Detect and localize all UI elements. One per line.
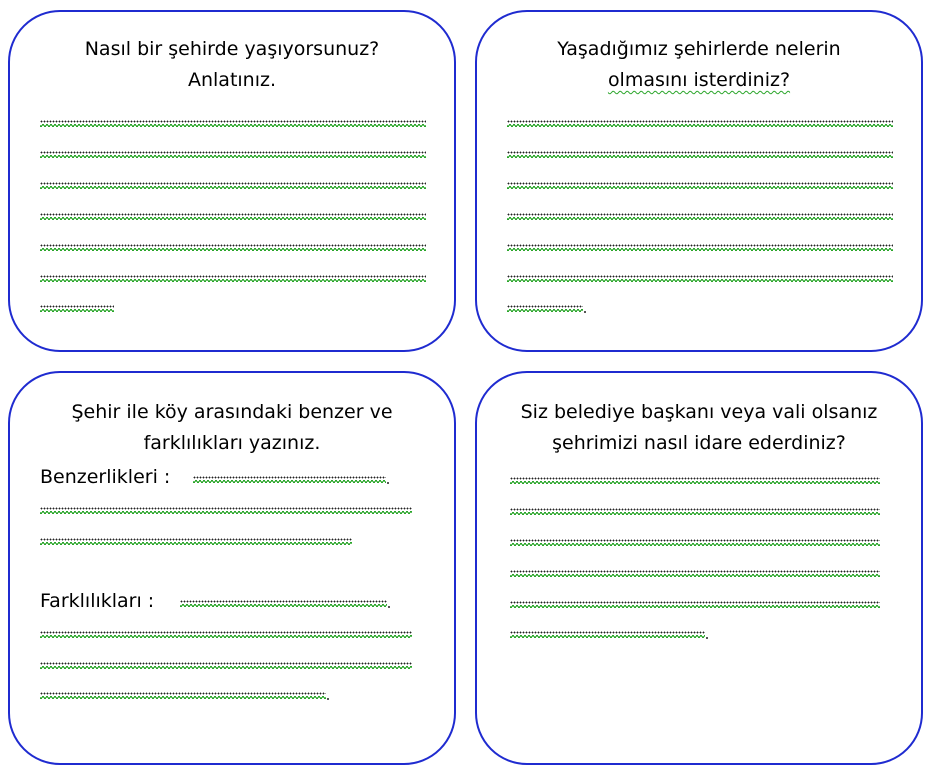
answer-line[interactable] <box>40 305 114 314</box>
answer-line[interactable] <box>40 692 326 701</box>
answer-line[interactable] <box>507 120 893 129</box>
answer-line[interactable] <box>510 508 880 517</box>
answer-line[interactable] <box>507 182 893 191</box>
answer-line[interactable] <box>510 539 880 548</box>
answer-line[interactable] <box>40 120 426 129</box>
answer-line[interactable] <box>40 151 426 160</box>
answer-line[interactable] <box>507 151 893 160</box>
question-text: Yaşadığımız şehirlerde nelerin olmasını isterdiniz? <box>557 38 841 91</box>
answer-line[interactable] <box>40 662 412 671</box>
similarities-label: Benzerlikleri : <box>40 466 171 488</box>
answer-line[interactable] <box>510 601 880 610</box>
answer-line[interactable] <box>510 631 705 640</box>
answer-line[interactable] <box>40 275 426 284</box>
differences-label: Farklılıkları : <box>40 590 155 612</box>
answer-line[interactable] <box>510 570 880 579</box>
question-text: Nasıl bir şehirde yaşıyorsunuz? Anlatınız. <box>84 38 380 91</box>
question-card-1 <box>8 10 456 352</box>
answer-line[interactable] <box>507 213 893 222</box>
answer-line[interactable] <box>507 244 893 253</box>
answer-line[interactable] <box>40 631 412 640</box>
answer-line[interactable] <box>193 476 386 485</box>
answer-line[interactable] <box>40 182 426 191</box>
answer-line[interactable] <box>180 600 387 609</box>
answer-line[interactable] <box>507 275 893 284</box>
question-text: Şehir ile köy arasındaki benzer ve farklılıkları yazınız. <box>71 401 393 454</box>
answer-line[interactable] <box>40 507 412 516</box>
period-mark <box>706 637 708 639</box>
answer-line[interactable] <box>40 244 426 253</box>
question-card-4 <box>475 371 923 765</box>
period-mark <box>387 482 389 484</box>
period-mark <box>327 698 329 700</box>
answer-line[interactable] <box>507 305 583 314</box>
answer-line[interactable] <box>510 477 880 486</box>
spellcheck-word: olmasını isterdiniz? <box>607 69 791 91</box>
period-mark <box>388 606 390 608</box>
answer-line[interactable] <box>40 213 426 222</box>
question-text: Siz belediye başkanı veya vali olsanız şehrimizi nasıl idare ederdiniz? <box>520 401 878 454</box>
question-card-2 <box>475 10 923 352</box>
answer-line[interactable] <box>40 538 352 547</box>
period-mark <box>584 311 586 313</box>
question-card-3 <box>8 371 456 765</box>
